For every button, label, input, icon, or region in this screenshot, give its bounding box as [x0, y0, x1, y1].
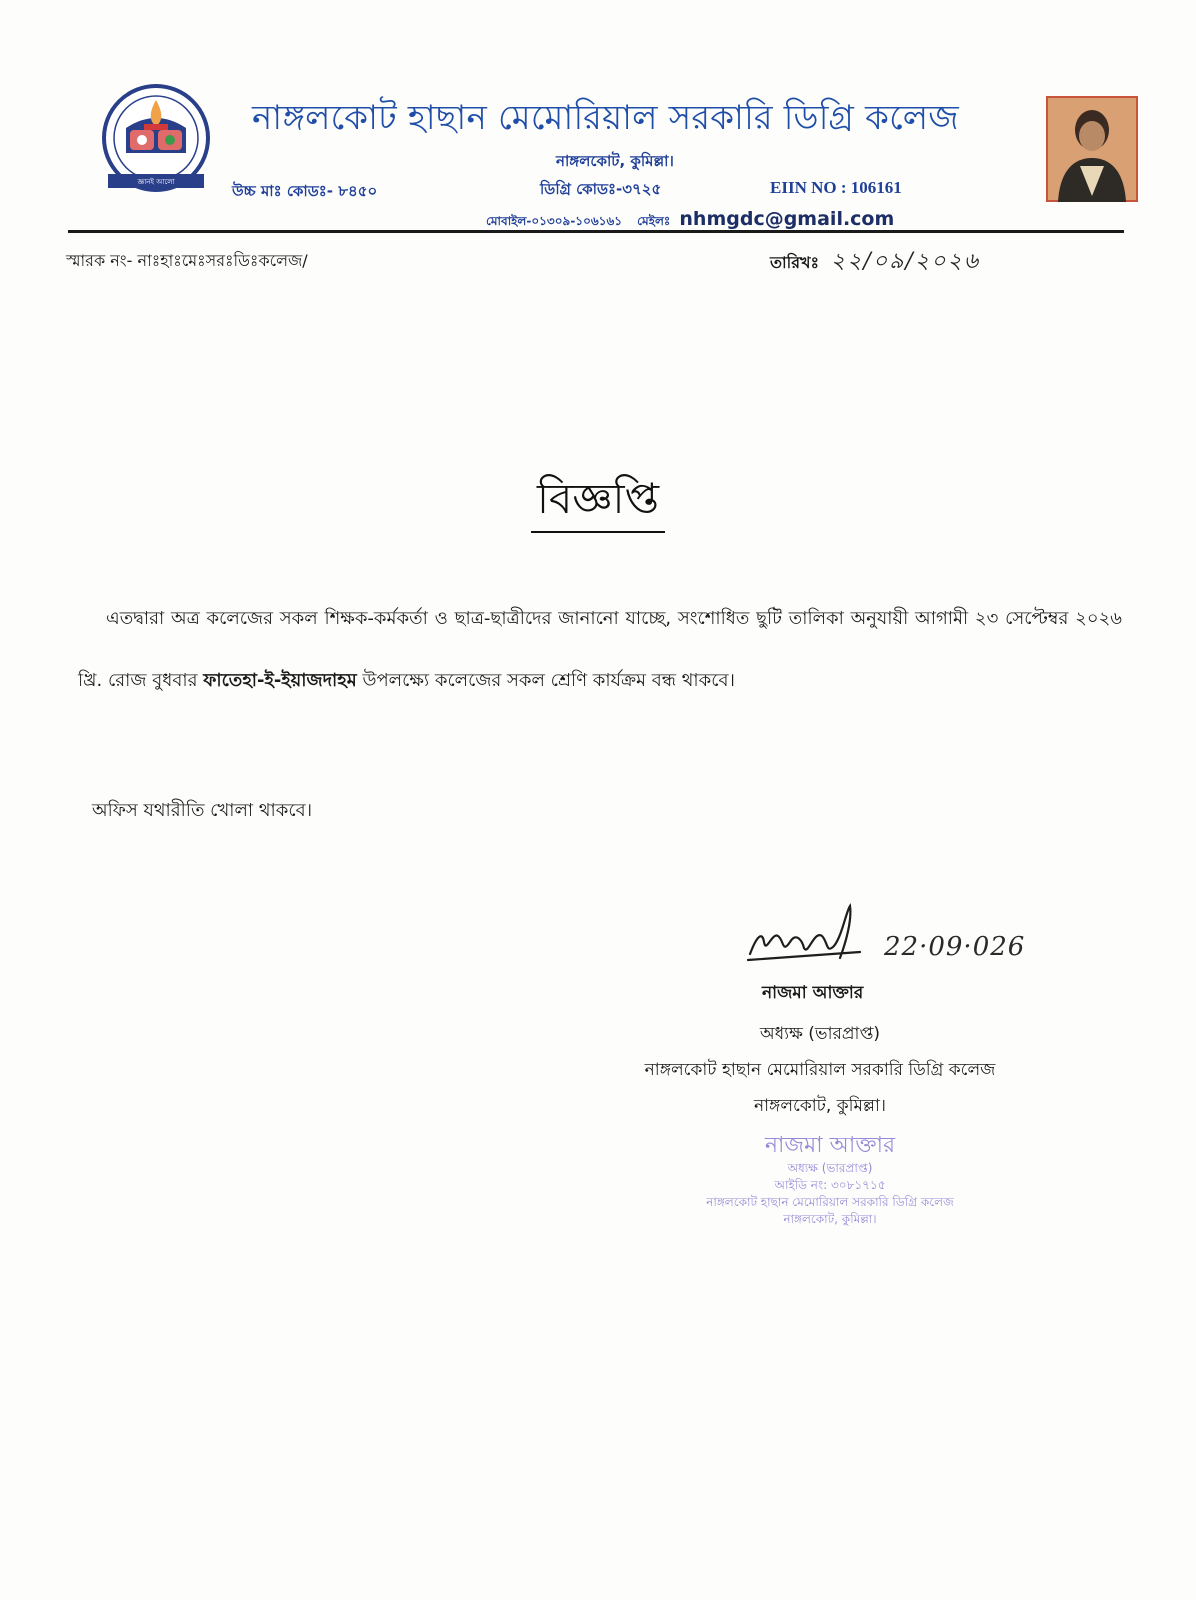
degree-code: ডিগ্রি কোডঃ-৩৭২৫: [540, 180, 662, 198]
college-name-heading: নাঙ্গলকোট হাছান মেমোরিয়াল সরকারি ডিগ্রি কলেজ: [252, 98, 959, 138]
header-divider: [68, 230, 1124, 233]
signatory-college: নাঙ্গলকোট হাছান মেমোরিয়াল সরকারি ডিগ্রি কলেজ: [644, 1060, 996, 1080]
date-value: ২২/০৯/২০২৬: [830, 249, 981, 274]
portrait-image: [1046, 96, 1138, 202]
mobile-number: মোবাইল-০১৩০৯-১০৬১৬১: [486, 214, 623, 228]
logo-established: স্থাপিত ১৯৯৩: [139, 159, 173, 166]
signature-date: 22·09·026: [884, 932, 1026, 962]
notice-body-part1: এতদ্বারা অত্র কলেজের সকল শিক্ষক-কর্মকর্তা ও ছাত্র-ছাত্রীদের জানানো যাচ্ছে, সংশোধিত ছুটি তালিকা অনুযায়ী আগামী ২৩ সেপ্টেম্বর ২০২৬ খ্রি. রোজ বুধবার: [78, 608, 1122, 691]
notice-body-part2: উপলক্ষ্যে কলেজের সকল শ্রেণি কার্যক্রম বন্ধ থাকবে।: [356, 670, 735, 691]
office-note: অফিস যথারীতি খোলা থাকবে।: [92, 800, 313, 821]
hsc-code: উচ্চ মাঃ কোডঃ- ৮৪৫০: [232, 182, 378, 200]
eiin-number: EIIN NO : 106161: [770, 178, 902, 197]
logo-motto: জ্ঞানই আলো: [137, 178, 175, 186]
notice-body: [78, 588, 1122, 712]
signatory-location: নাঙ্গলকোট, কুমিল্লা।: [753, 1096, 887, 1116]
memo-reference: স্মারক নং- নাঃহাঃমেঃসরঃডিঃকলেজ/: [66, 251, 308, 270]
mail-label: মেইলঃ: [637, 214, 671, 228]
handwritten-signature: [742, 902, 872, 972]
stamp-location: নাঙ্গলকোট, কুমিল্লা।: [783, 1212, 877, 1226]
college-logo-icon: [86, 78, 226, 198]
signatory-title: অধ্যক্ষ (ভারপ্রাপ্ত): [759, 1024, 881, 1044]
official-stamp: [600, 1132, 1060, 1228]
signatory-block: [560, 1016, 1080, 1124]
memo-date: [770, 244, 980, 281]
date-label: তারিখঃ: [770, 253, 820, 272]
signatory-name: নাজমা আক্তার: [762, 983, 864, 1003]
stamp-college: নাঙ্গলকোট হাছান মেমোরিয়াল সরকারি ডিগ্রি কলেজ: [706, 1195, 954, 1209]
stamp-id: আইডি নং: ৩০৮১৭১৫: [774, 1178, 886, 1192]
notice-title: [0, 466, 1196, 537]
stamp-title: অধ্যক্ষ (ভারপ্রাপ্ত): [787, 1161, 873, 1175]
stamp-name: নাজমা আক্তার: [764, 1133, 896, 1158]
email-address: nhmgdc@gmail.com: [679, 208, 895, 230]
college-address: নাঙ্গলকোট, কুমিল্লা।: [556, 152, 674, 170]
notice-occasion: ফাতেহা-ই-ইয়াজদাহম: [203, 670, 357, 691]
notice-title-text: বিজ্ঞপ্তি: [531, 474, 665, 533]
